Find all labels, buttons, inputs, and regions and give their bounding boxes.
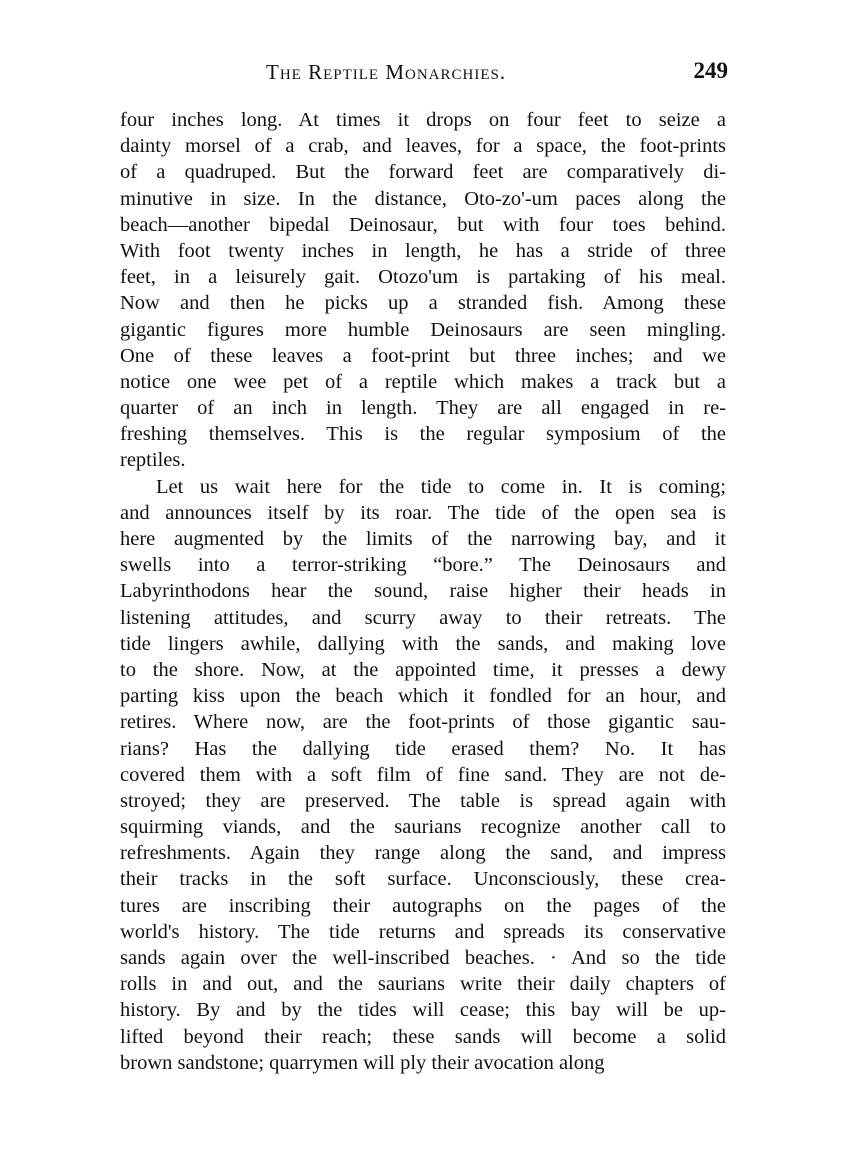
text-line: Labyrinthodons hear the sound, raise higher their heads in (120, 580, 726, 603)
text-line: rolls in and out, and the saurians write their daily chapters of (120, 973, 726, 996)
text-line: swells into a terror-striking “bore.” The Deinosaurs and (120, 554, 726, 577)
text-line: feet, in a leisurely gait. Otozo'um is partaking of his meal. (120, 266, 726, 289)
text-line: dainty morsel of a crab, and leaves, for a space, the foot-prints (120, 135, 726, 158)
text-line: sands again over the well-inscribed beaches. · And so the tide (120, 947, 726, 969)
text-line: squirming viands, and the saurians recognize another call to (120, 816, 726, 839)
text-line: lifted beyond their reach; these sands will become a solid (120, 1025, 726, 1048)
text-line: gigantic figures more humble Deinosaurs are seen mingling. (120, 318, 726, 341)
text-line: covered them with a soft film of fine sand. They are not de- (120, 763, 726, 786)
text-line: minutive in size. In the distance, Oto-zo'-um paces along the (120, 187, 726, 210)
text-line: brown sandstone; quarrymen will ply their avocation along (120, 1051, 605, 1074)
text-line: parting kiss upon the beach which it fondled for an hour, and (120, 685, 726, 708)
body-text (120, 107, 726, 1076)
text-line: stroyed; they are preserved. The table is spread again with (120, 789, 726, 812)
running-head (120, 56, 728, 90)
running-title: The Reptile Monarchies. (266, 60, 507, 84)
text-line: retires. Where now, are the foot-prints of those gigantic sau- (120, 711, 726, 734)
paragraph (120, 107, 726, 474)
text-line: With foot twenty inches in length, he has a stride of three (120, 239, 726, 262)
text-line: history. By and by the tides will cease; this bay will be up- (120, 999, 726, 1022)
text-line: beach—another bipedal Deinosaur, but with four toes behind. (120, 213, 726, 236)
page-number: 249 (693, 58, 728, 83)
text-line: Now and then he picks up a stranded fish. Among these (120, 292, 726, 315)
paragraph (120, 474, 726, 1076)
text-line: here augmented by the limits of the narrowing bay, and it (120, 528, 726, 550)
text-line: reptiles. (120, 449, 186, 472)
text-line: tide lingers awhile, dallying with the sands, and making love (120, 632, 726, 655)
text-line: One of these leaves a foot-print but three inches; and we (120, 344, 726, 367)
text-line: their tracks in the soft surface. Unconsciously, these crea- (120, 868, 726, 891)
text-line: rians? Has the dallying tide erased them? No. It has (120, 737, 726, 760)
text-line: freshing themselves. This is the regular symposium of the (120, 423, 726, 446)
text-line: quarter of an inch in length. They are all engaged in re- (120, 397, 726, 420)
text-line: listening attitudes, and scurry away to their retreats. The (120, 606, 726, 629)
text-line: Let us wait here for the tide to come in. It is coming; (156, 475, 726, 498)
text-line: four inches long. At times it drops on four feet to seize a (120, 109, 726, 131)
text-line: world's history. The tide returns and spreads its conservative (120, 920, 726, 943)
text-line: and announces itself by its roar. The tide of the open sea is (120, 501, 726, 524)
text-line: refreshments. Again they range along the sand, and impress (120, 842, 726, 865)
text-line: of a quadruped. But the forward feet are comparatively di- (120, 161, 726, 184)
text-line: notice one wee pet of a reptile which makes a track but a (120, 370, 726, 393)
text-line: to the shore. Now, at the appointed time, it presses a dewy (120, 658, 726, 681)
text-line: tures are inscribing their autographs on the pages of the (120, 894, 726, 917)
